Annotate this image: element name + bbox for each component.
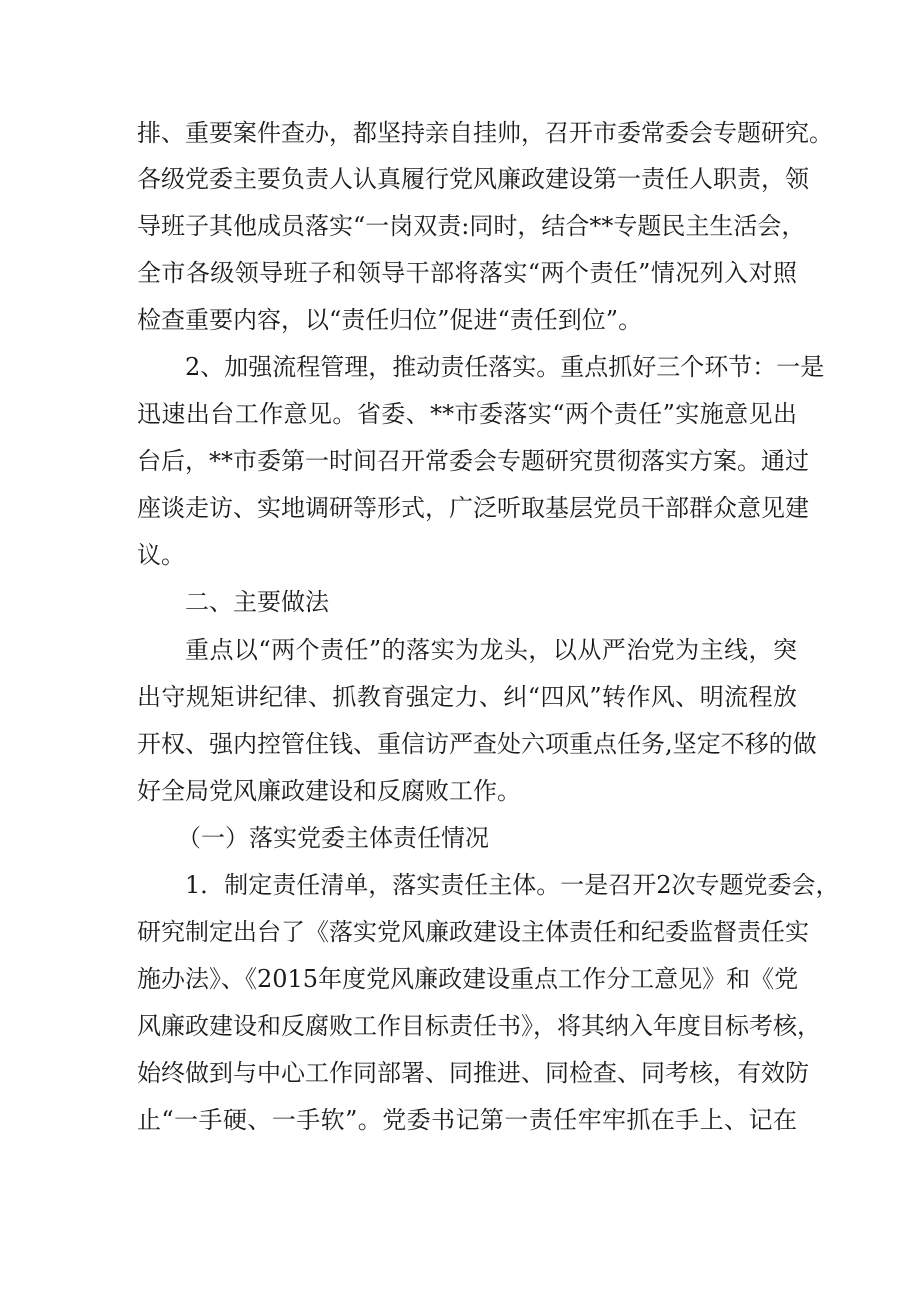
paragraph-2-line-3: 台后，**市委第一时间召开常委会专题研究贯彻落实方案。通过 xyxy=(137,447,809,475)
paragraph-4-line-3: 施办法》、《2015年度党风廉政建设重点工作分工意见》和《党 xyxy=(137,965,799,993)
paragraph-3-line-1: 重点以“两个责任”的落实为龙头，以从严治党为主线，突 xyxy=(185,636,797,664)
paragraph-1-line-2: 各级党委主要负责人认真履行党风廉政建设第一责任人职责，领 xyxy=(137,165,809,193)
paragraph-2-line-4: 座谈走访、实地调研等形式，广泛听取基层党员干部群众意见建 xyxy=(137,494,809,522)
paragraph-2-line-2: 迅速出台工作意见。省委、**市委落实“两个责任”实施意见出 xyxy=(137,400,797,428)
paragraph-2-line-1: 2、加强流程管理，推动责任落实。重点抓好三个环节：一是 xyxy=(185,353,825,381)
paragraph-4-line-4: 风廉政建设和反腐败工作目标责任书》，将其纳入年度目标考核， xyxy=(137,1012,821,1040)
paragraph-3-line-4: 好全局党风廉政建设和反腐败工作。 xyxy=(137,777,521,805)
paragraph-1-line-4: 全市各级领导班子和领导干部将落实“两个责任”情况列入对照 xyxy=(137,259,797,287)
paragraph-4-line-6: 止“一手硬、一手软”。党委书记第一责任牢牢抓在手上、记在 xyxy=(137,1106,797,1134)
paragraph-4-line-5: 始终做到与中心工作同部署、同推进、同检查、同考核，有效防 xyxy=(137,1059,809,1087)
paragraph-2-line-5: 议。 xyxy=(137,541,185,569)
paragraph-1-line-1: 排、重要案件查办，都坚持亲自挂帅，召开市委常委会专题研究。 xyxy=(137,119,833,147)
paragraph-3-line-3: 开权、强内控管住钱、重信访严查处六项重点任务,坚定不移的做 xyxy=(137,730,817,758)
paragraph-4-line-1: 1．制定责任清单，落实责任主体。一是召开2次专题党委会， xyxy=(185,871,840,899)
paragraph-3-line-2: 出守规矩讲纪律、抓教育强定力、纠“四风”转作风、明流程放 xyxy=(137,683,797,711)
paragraph-4-line-2: 研究制定出台了《落实党风廉政建设主体责任和纪委监督责任实 xyxy=(137,918,809,946)
paragraph-1-line-3: 导班子其他成员落实“一岗双责:同时，结合**专题民主生活会， xyxy=(137,212,806,240)
section-heading: 二、主要做法 xyxy=(185,588,329,616)
paragraph-1-line-5: 检查重要内容，以“责任归位”促进“责任到位”。 xyxy=(137,306,643,334)
subsection-heading: （一）落实党委主体责任情况 xyxy=(177,824,489,852)
